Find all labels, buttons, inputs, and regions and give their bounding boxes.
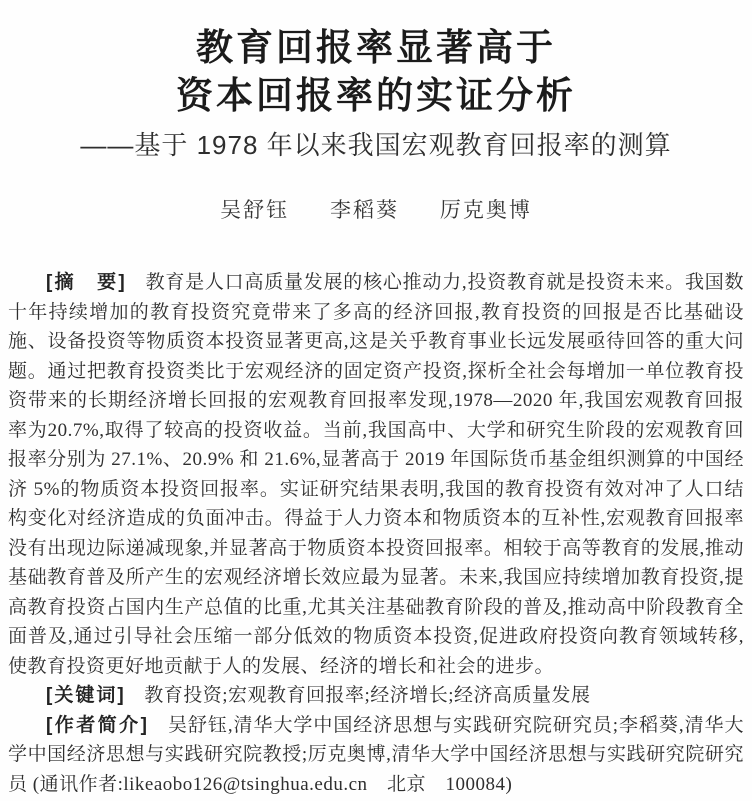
author-bio-label: [作者简介] — [46, 714, 149, 736]
abstract-label: [摘 要] — [46, 272, 127, 293]
keywords-text: 教育投资;宏观教育回报率;经济增长;经济高质量发展 — [144, 685, 591, 706]
abstract-text: 教育是人口高质量发展的核心推动力,投资教育就是投资未来。我国数十年持续增加的教育投资究竟带来了多高的经济回报,教育投资的回报是否比基础设施、设备投资等物质资本投资显著更高,这是关乎教育事业长远发展亟待回答的重大问题。通过把教育投资类比于宏观经济的固定资产投资,探析全社会每增加一单位教育投资带来的长期经济增长回报的宏观教育回报率发现,1978—2020 年,我国宏观教育回报率为20.7%,取得了较高的投资收益。当前,我国高中、大学和研究生阶段的宏观教育回报率分别为 27.1%、20.9% 和 21.6%,显著高于 2019 年国际货币基金组织测算的中国经济 5%的物质资本投资回报率。实证研究结果表明,我国的教育投资有效对冲了人口结构变化对经济造成的负面冲击。得益于人力资本和物质资本的互补性,宏观教育回报率没有出现边际递减现象,并显著高于物质资本投资回报率。相较于高等教育的发展,推动基础教育普及所产生的宏观经济增长效应最为显著。未来,我国应持续增加教育投资,提高教育投资占国内生产总值的比重,尤其关注基础教育阶段的普及,推动高中阶段教育全面普及,通过引导社会压缩一部分低效的物质资本投资,促进政府投资向教育领域转移,使教育投资更好地贡献于人的发展、经济的增长和社会的进步。 — [8, 272, 744, 677]
author-name-1: 吴舒钰 — [220, 198, 290, 222]
keywords-paragraph — [8, 681, 744, 711]
paper-title-line-1: 教育回报率显著高于 — [196, 27, 556, 68]
author-name-3: 厉克奥博 — [439, 198, 532, 222]
author-list — [8, 196, 744, 224]
abstract-paragraph — [8, 268, 744, 681]
author-bio-paragraph — [8, 711, 744, 800]
author-name-2: 李稻葵 — [330, 198, 399, 222]
keywords-label: [关键词] — [46, 685, 126, 706]
paper-title-line-2: 资本回报率的实证分析 — [176, 75, 576, 116]
paper-title — [8, 24, 744, 120]
paper-subtitle: ——基于 1978 年以来我国宏观教育回报率的测算 — [80, 130, 672, 160]
title-block — [8, 24, 744, 162]
front-matter — [8, 268, 744, 799]
author-bio-text: 吴舒钰,清华大学中国经济思想与实践研究院研究员;李稻葵,清华大学中国经济思想与实践研究院教授;厉克奥博,清华大学中国经济思想与实践研究院研究员 (通讯作者:likeaobo126@tsinghua.edu.cn 北京 100084) — [8, 714, 745, 795]
